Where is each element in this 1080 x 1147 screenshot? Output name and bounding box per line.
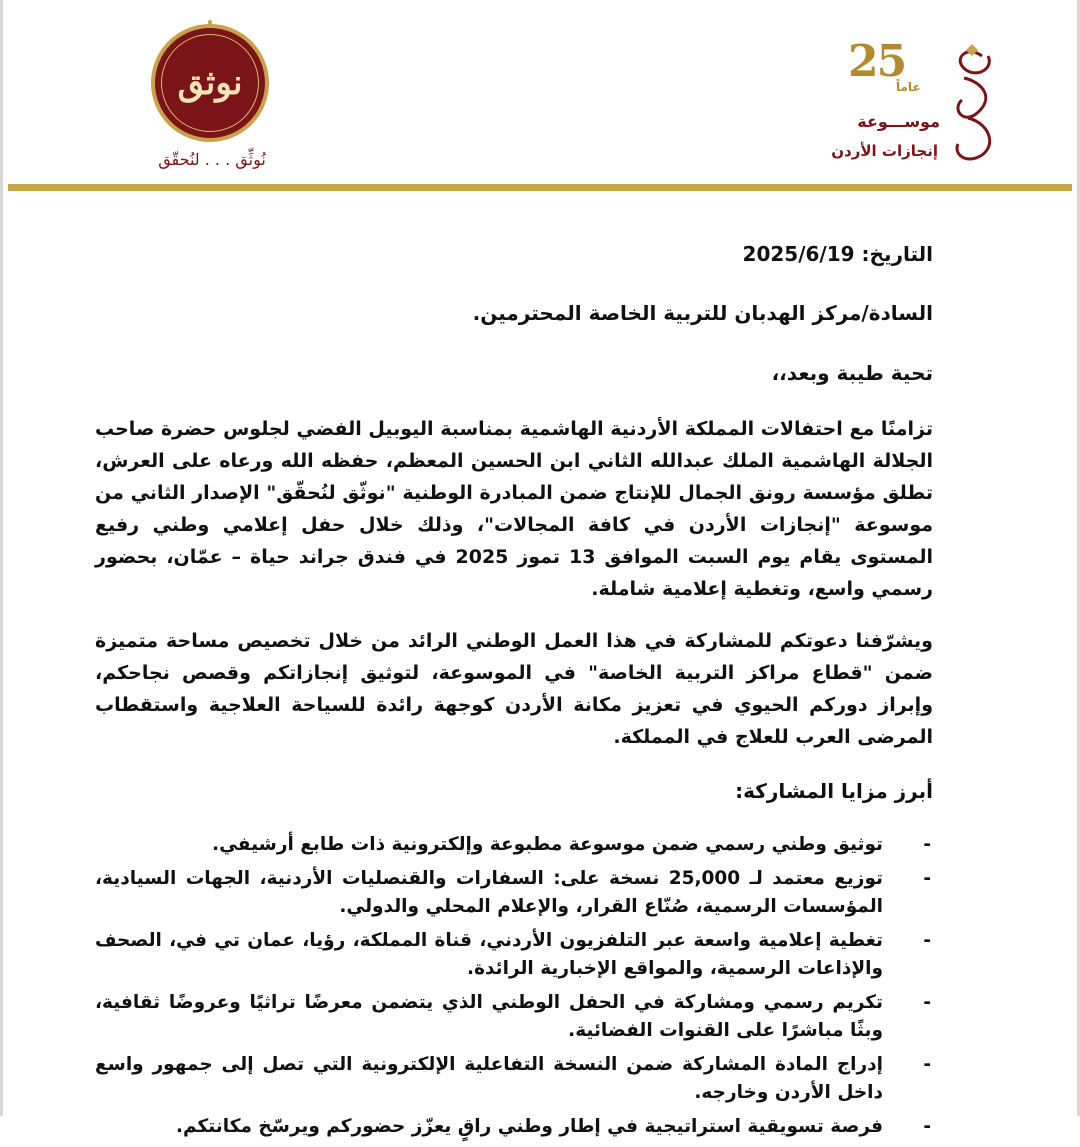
seal-text: نوثق bbox=[161, 34, 259, 132]
benefits-list bbox=[95, 831, 933, 1141]
nowathiq-logo bbox=[145, 18, 279, 178]
benefit-text: تكريم رسمي ومشاركة في الحفل الوطني الذي يتضمن معرضًا تراثيًا وعروضًا ثقافية، وبثًا مباشرًا على القنوات الفضائية. bbox=[95, 992, 883, 1041]
list-item bbox=[95, 927, 931, 983]
list-item bbox=[95, 831, 931, 859]
bullet-dash: - bbox=[923, 992, 931, 1013]
letter-body bbox=[95, 238, 933, 1147]
bullet-dash: - bbox=[923, 1054, 931, 1075]
encyclopedia-logo bbox=[820, 30, 1020, 180]
letter-greeting: تحية طيبة وبعد،، bbox=[771, 361, 933, 385]
benefit-text: إدراج المادة المشاركة ضمن النسخة التفاعلية الإلكترونية التي تصل إلى جمهور واسع داخل الأردن وخارجه. bbox=[95, 1054, 883, 1103]
letter-date: التاريخ: 2025/6/19 bbox=[742, 242, 933, 266]
anniversary-number: 25 bbox=[848, 36, 906, 87]
list-item bbox=[95, 1051, 931, 1107]
benefits-title: أبرز مزايا المشاركة: bbox=[735, 779, 933, 803]
benefit-text: توزيع معتمد لـ 25,000 نسخة على: السفارات والقنصليات الأردنية، الجهات السيادية، المؤسسات الرسمية، صُنّاع القرار، والإعلام المحلي والدولي. bbox=[95, 868, 883, 917]
bullet-dash: - bbox=[923, 834, 931, 855]
list-item bbox=[95, 865, 931, 921]
logo-line-2: إنجازات الأردن bbox=[831, 142, 938, 160]
benefit-text: تغطية إعلامية واسعة عبر التلفزيون الأردني، قناة المملكة، رؤيا، عمان تي في، الصحف والإذاعات الرسمية، والمواقع الإخبارية الرائدة. bbox=[95, 930, 883, 979]
letter-paragraph-2: ويشرّفنا دعوتكم للمشاركة في هذا العمل الوطني الرائد من خلال تخصيص مساحة متميزة ضمن "قطاع مراكز التربية الخاصة" في الموسوعة، لتوثيق إنجازاتكم وقصص نجاحكم، وإبراز دوركم الحيوي في تعزيز مكانة الأردن كوجهة رائدة للسياحة العلاجية واستقطاب المرضى العرب للعلاج في المملكة. bbox=[95, 630, 933, 748]
list-item bbox=[95, 1113, 931, 1141]
bullet-dash: - bbox=[923, 1116, 931, 1137]
logo-line-1: موســـوعة bbox=[857, 112, 940, 131]
seal-emblem bbox=[151, 24, 269, 142]
anniversary-years: عاماً bbox=[896, 80, 921, 94]
bullet-dash: - bbox=[923, 868, 931, 889]
header-divider bbox=[8, 184, 1072, 191]
seal-tagline: نُوثِّق . . . لنُحقّق bbox=[158, 150, 266, 169]
letter-paragraph-1: تزامنًا مع احتفالات المملكة الأردنية الهاشمية بمناسبة اليوبيل الفضي لجلوس حضرة صاحب الجلالة الهاشمية الملك عبدالله الثاني ابن الحسين المعظم، حفظه الله ورعاه على العرش، تطلق مؤسسة رونق الجمال للإنتاج ضمن المبادرة الوطنية "نوثّق لنُحقّق" الإصدار الثاني من موسوعة "إنجازات الأردن في كافة المجالات"، وذلك خلال حفل إعلامي وطني رفيع المستوى يقام يوم السبت الموافق 13 تموز 2025 في فندق جراند حياة – عمّان، بحضور رسمي واسع، وتغطية إعلامية شاملة. bbox=[95, 418, 934, 600]
benefit-text: فرصة تسويقية استراتيجية في إطار وطني راقٍ يعزّز حضوركم ويرسّخ مكانتكم. bbox=[175, 1116, 883, 1137]
calligraphic-25-icon bbox=[942, 38, 1008, 168]
benefit-text: توثيق وطني رسمي ضمن موسوعة مطبوعة وإلكترونية ذات طابع أرشيفي. bbox=[212, 834, 883, 855]
list-item bbox=[95, 989, 931, 1045]
bullet-dash: - bbox=[923, 930, 931, 951]
letterhead bbox=[0, 0, 1080, 190]
letter-addressee: السادة/مركز الهدبان للتربية الخاصة المحترمين. bbox=[472, 301, 933, 325]
